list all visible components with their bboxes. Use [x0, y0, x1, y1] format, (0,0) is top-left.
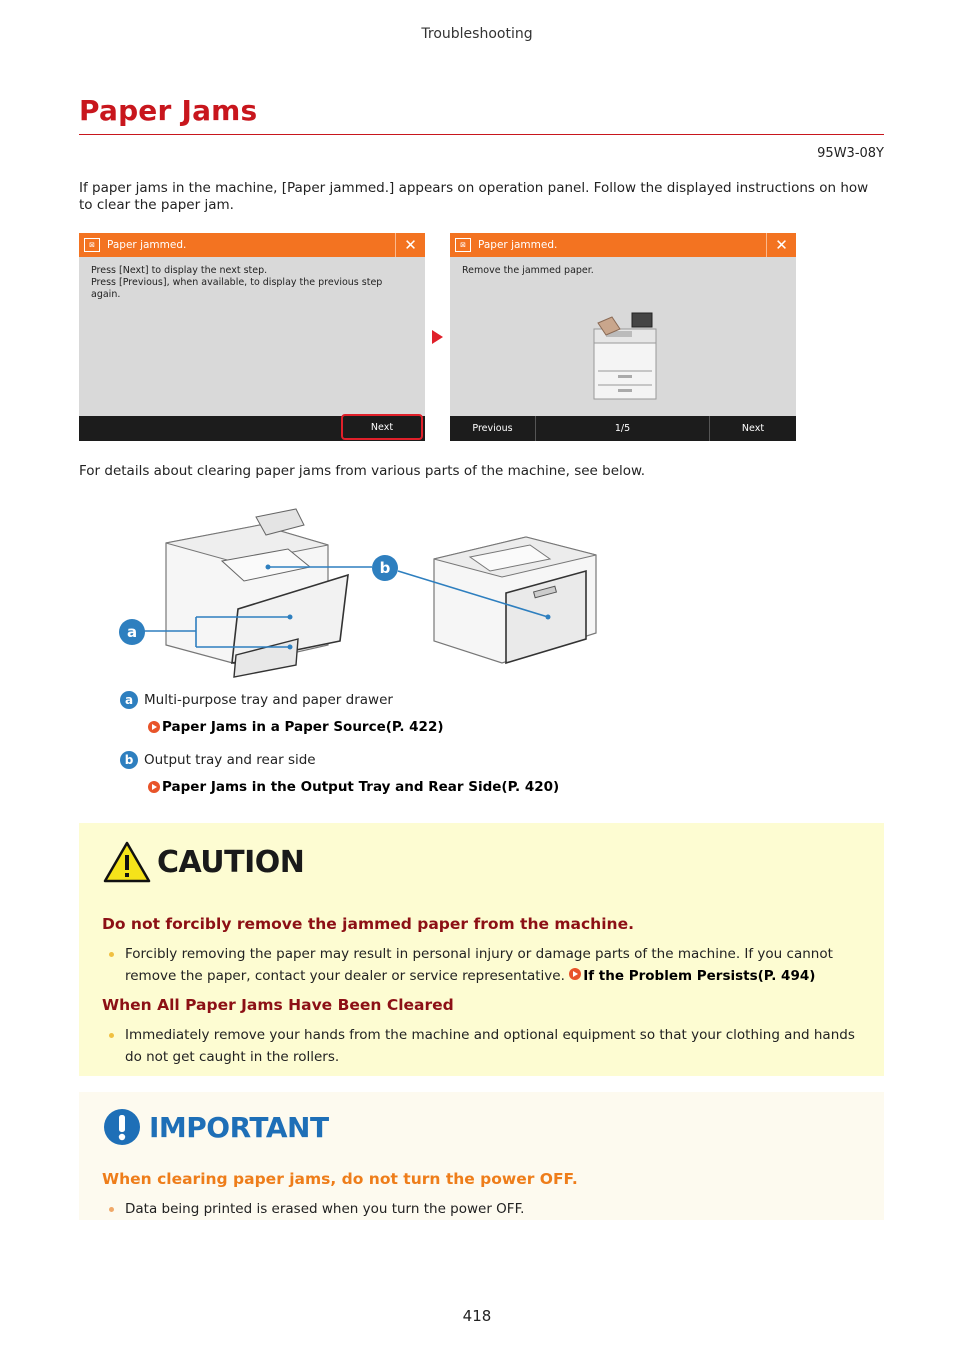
details-paragraph: For details about clearing paper jams from various parts of the machine, see below.: [79, 463, 646, 479]
link-text[interactable]: Paper Jams in the Output Tray and Rear Side(P. 420): [162, 779, 560, 795]
machine-parts-figure: [110, 505, 610, 685]
legend-item-a: [120, 691, 393, 709]
next-button[interactable]: Next: [741, 423, 765, 434]
callout-b-label: b: [379, 559, 391, 577]
paper-jam-icon: ⊠: [455, 238, 471, 252]
legend-badge-b: b: [120, 751, 138, 769]
bullet-text: Data being printed is erased when you turn the power OFF.: [125, 1201, 525, 1217]
title-divider: [79, 134, 884, 135]
link-problem-persists[interactable]: If the Problem Persists(P. 494): [583, 968, 816, 984]
important-bullet: [107, 1198, 857, 1220]
callout-a-label: a: [126, 623, 138, 641]
exclamation-icon: [103, 1108, 141, 1146]
link-arrow-icon: [148, 781, 160, 793]
paper-jam-icon: ⊠: [84, 238, 100, 252]
link-arrow-icon: [569, 968, 581, 980]
warning-triangle-icon: [103, 841, 151, 883]
legend-badge-a: a: [120, 691, 138, 709]
caution-heading: When All Paper Jams Have Been Cleared: [102, 996, 454, 1014]
page-title: Paper Jams: [79, 94, 258, 127]
important-word: IMPORTANT: [149, 1110, 329, 1144]
page-number: 418: [462, 1307, 492, 1325]
callout-a: [119, 619, 145, 645]
bullet-text: Forcibly removing the paper may result in personal injury or damage parts of the machine. If you cannot remove the paper, contact your dealer or service representative.: [125, 946, 833, 984]
close-icon[interactable]: ✕: [766, 233, 796, 257]
screen-footer: [450, 416, 796, 441]
screen-title-bar: [79, 233, 425, 257]
link-output-tray[interactable]: [148, 779, 559, 795]
link-paper-source[interactable]: [148, 719, 444, 735]
panel-screen-step-intro: [79, 233, 425, 441]
caution-word: CAUTION: [157, 844, 305, 880]
important-box: [79, 1092, 884, 1220]
bullet-text: Immediately remove your hands from the machine and optional equipment so that your clothing and hands do not get caught in the rollers.: [125, 1027, 855, 1065]
screen-footer: [79, 416, 425, 441]
next-button[interactable]: Next: [341, 414, 423, 440]
important-header: [103, 1108, 329, 1146]
step-counter: 1/5: [536, 416, 710, 441]
step-arrow-icon: [432, 330, 443, 344]
screen-title: Paper jammed.: [478, 239, 558, 251]
screen-message: [79, 257, 425, 309]
callout-b: [372, 555, 398, 581]
screen-message: Remove the jammed paper.: [462, 265, 594, 276]
previous-button[interactable]: Previous: [450, 416, 536, 441]
screen-title-bar: [450, 233, 796, 257]
screen-message-line: Press [Next] to display the next step.: [91, 265, 268, 276]
screen-title: Paper jammed.: [107, 239, 187, 251]
document-code: 95W3-08Y: [817, 146, 884, 161]
running-header: Troubleshooting: [421, 26, 533, 42]
panel-screen-step-1: [450, 233, 796, 441]
printer-illustration: [588, 309, 662, 401]
close-icon[interactable]: ✕: [395, 233, 425, 257]
screen-message-line: Press [Previous], when available, to display the previous step again.: [91, 277, 383, 300]
legend-label: Output tray and rear side: [144, 752, 316, 768]
printer-front-view: [166, 509, 348, 677]
legend-item-b: [120, 751, 316, 769]
caution-bullet: [107, 1024, 857, 1068]
legend-label: Multi-purpose tray and paper drawer: [144, 692, 393, 708]
caution-bullet: [107, 943, 857, 987]
caution-heading: Do not forcibly remove the jammed paper from the machine.: [102, 915, 634, 933]
intro-paragraph: If paper jams in the machine, [Paper jammed.] appears on operation panel. Follow the displayed instructions on how to clear the paper jam.: [79, 180, 869, 213]
important-heading: When clearing paper jams, do not turn the power OFF.: [102, 1170, 578, 1188]
caution-box: [79, 823, 884, 1076]
caution-header: [103, 841, 304, 883]
link-arrow-icon: [148, 721, 160, 733]
link-text[interactable]: Paper Jams in a Paper Source(P. 422): [162, 719, 444, 735]
printer-rear-view: [434, 537, 596, 663]
